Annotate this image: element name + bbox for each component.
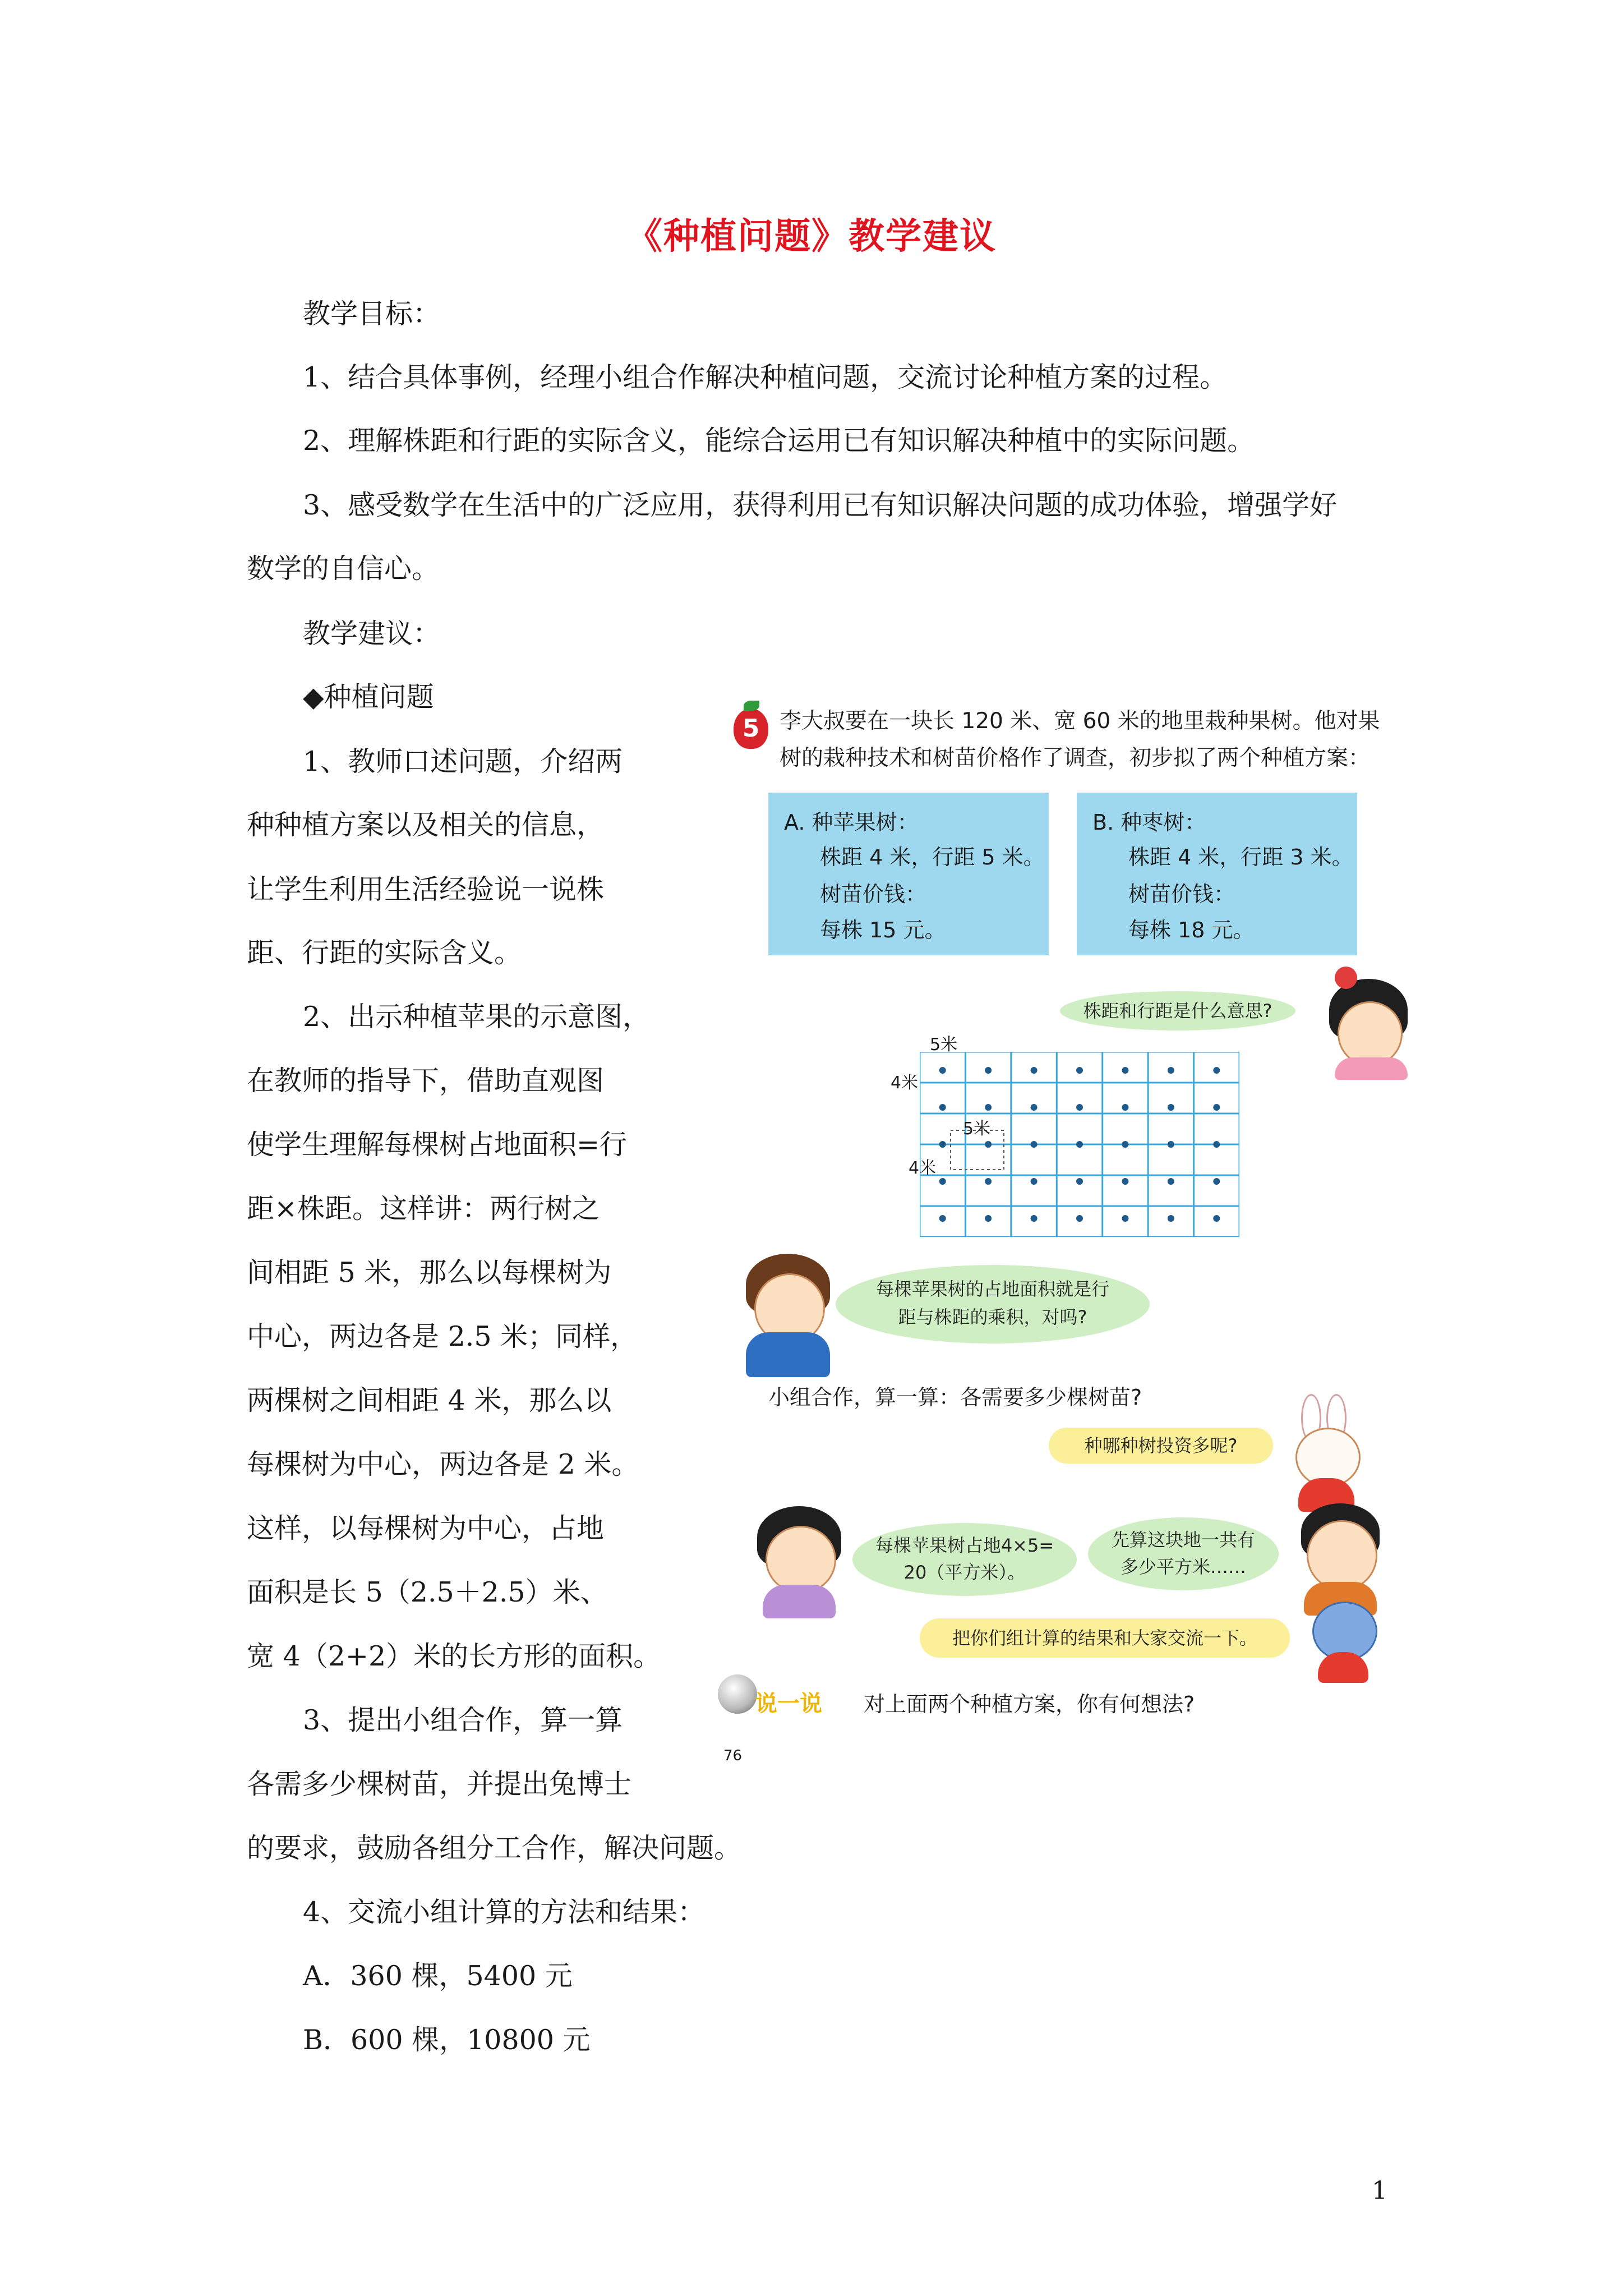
tree-dot	[1031, 1215, 1038, 1222]
tree-dot	[1031, 1141, 1038, 1148]
left-line: 4、交流小组计算的方法和结果：	[303, 1896, 706, 1928]
plan-a-price: 每株 15 元。	[820, 918, 946, 942]
strawberry-leaf-icon	[744, 701, 759, 711]
tree-dot	[1168, 1215, 1174, 1222]
grid-inner-top-label: 5米	[963, 1119, 991, 1139]
plan-a-box	[768, 793, 1049, 955]
tree-dot	[939, 1178, 946, 1185]
tree-dot	[1031, 1104, 1038, 1111]
left-line: 面积是长 5（2.5＋2.5）米、	[247, 1576, 608, 1608]
left-line: 这样，以每棵树为中心，占地	[247, 1512, 605, 1544]
tree-dot	[1076, 1141, 1083, 1148]
tree-dot	[1213, 1067, 1220, 1074]
tree-dot	[1031, 1178, 1038, 1185]
left-line: 中心，两边各是 2.5 米；同样，	[247, 1320, 638, 1352]
left-line: 距、行距的实际含义。	[247, 937, 522, 969]
left-line: 每棵树为中心，两边各是 2 米。	[247, 1448, 639, 1480]
tree-dot	[985, 1104, 992, 1111]
grid-top-label: 5米	[930, 1035, 958, 1055]
speech-bubble-rabbit: 种哪种树投资多呢?	[1049, 1428, 1273, 1464]
goals-heading: 教学目标：	[303, 298, 441, 330]
left-line: 各需多少棵树苗，并提出兔博士	[247, 1768, 632, 1800]
left-line: 间相距 5 米，那么以每棵树为	[247, 1257, 612, 1289]
tree-dot	[1122, 1067, 1128, 1074]
tree-dot	[1213, 1141, 1220, 1148]
tree-dot	[985, 1141, 992, 1148]
goal-2: 2、理解株距和行距的实际含义，能综合运用已有知识解决种植中的实际问题。	[303, 425, 1255, 457]
goal-3: 3、感受数学在生活中的广泛应用，获得利用已有知识解决问题的成功体验，增强学好	[303, 489, 1338, 521]
girl2-avatar	[766, 1526, 836, 1594]
plan-b-spacing: 株距 4 米，行距 3 米。	[1128, 845, 1353, 869]
group-task: 小组合作，算一算：各需要多少棵树苗?	[768, 1385, 1142, 1410]
speech-bubble-boy2	[1088, 1517, 1279, 1590]
girl-shirt	[1335, 1057, 1408, 1080]
planting-grid-diagram	[920, 1052, 1239, 1237]
problem-intro	[780, 703, 1380, 777]
tree-dot	[1122, 1141, 1128, 1148]
girl2-shirt	[763, 1585, 836, 1618]
suggest-heading: 教学建议：	[303, 618, 441, 650]
speech-bubble-boy	[836, 1265, 1150, 1343]
section-heading: ◆种植问题	[303, 681, 434, 713]
bubble-boy2-line: 多少平方米……	[1120, 1556, 1246, 1577]
bubble-girl-line: 20（平方米）。	[903, 1562, 1026, 1583]
boy-shirt	[746, 1332, 830, 1377]
tree-dot	[1076, 1104, 1083, 1111]
tree-dot	[1076, 1215, 1083, 1222]
left-line: 1、教师口述问题，介绍两	[303, 746, 623, 777]
plan-a-spacing: 株距 4 米，行距 5 米。	[820, 845, 1045, 869]
left-line: 3、提出小组合作，算一算	[303, 1704, 623, 1736]
plan-b-price: 每株 18 元。	[1128, 918, 1255, 942]
intro-line: 李大叔要在一块长 120 米、宽 60 米的地里栽种果树。他对果	[780, 708, 1380, 734]
tree-dot	[1213, 1215, 1220, 1222]
tree-dot	[1122, 1215, 1128, 1222]
tree-dot	[1168, 1104, 1174, 1111]
tree-dot	[1213, 1104, 1220, 1111]
left-line: 距×株距。这样讲：两行树之	[247, 1193, 600, 1225]
tree-dot	[1168, 1178, 1174, 1185]
page-title: 《种植问题》教学建议	[626, 215, 997, 257]
problem-number-badge: 5	[734, 708, 768, 749]
boy2-avatar	[1307, 1520, 1377, 1591]
speech-bubble-mouse: 把你们组计算的结果和大家交流一下。	[920, 1618, 1290, 1658]
tree-dot	[1122, 1104, 1128, 1111]
left-line: 使学生理解每棵树占地面积=行	[247, 1129, 628, 1161]
left-line: 在教师的指导下，借助直观图	[247, 1065, 605, 1097]
plan-b-box	[1077, 793, 1357, 955]
left-line: 种种植方案以及相关的信息，	[247, 809, 605, 841]
tree-dot	[1168, 1141, 1174, 1148]
page-number: 1	[1372, 2177, 1387, 2205]
goal-1: 1、结合具体事例，经理小组合作解决种植问题，交流讨论种植方案的过程。	[303, 361, 1228, 393]
left-line: 2、出示种植苹果的示意图，	[303, 1001, 651, 1033]
tree-dot	[1076, 1178, 1083, 1185]
tree-dot	[1076, 1067, 1083, 1074]
bubble-boy2-line: 先算这块地一共有	[1111, 1529, 1255, 1550]
tree-dot	[985, 1178, 992, 1185]
girl-avatar	[1338, 1001, 1403, 1066]
plan-a-price-label: 树苗价钱：	[820, 882, 927, 907]
hair-bow-icon	[1335, 967, 1357, 989]
tree-dot	[1168, 1067, 1174, 1074]
left-line: 两棵树之间相距 4 米，那么以	[247, 1384, 612, 1416]
plan-b-title: B. 种枣树：	[1092, 810, 1206, 835]
plan-b-price-label: 树苗价钱：	[1128, 882, 1235, 907]
tree-dot	[1213, 1178, 1220, 1185]
microphone-icon	[718, 1674, 757, 1714]
tree-dot	[985, 1067, 992, 1074]
tree-dot	[1122, 1178, 1128, 1185]
tree-dot	[939, 1141, 946, 1148]
tree-dot	[939, 1104, 946, 1111]
left-line: A．360 棵，5400 元	[303, 1960, 573, 1992]
left-line: 让学生利用生活经验说一说株	[247, 873, 605, 905]
tree-dot	[985, 1215, 992, 1222]
bubble-boy-line: 距与株距的乘积，对吗?	[898, 1306, 1087, 1328]
intro-line: 树的栽种技术和树苗价格作了调查，初步拟了两个种植方案：	[780, 746, 1371, 771]
bubble-boy-line: 每棵苹果树的占地面积就是行	[875, 1278, 1109, 1300]
left-line: 的要求，鼓励各组分工合作，解决问题。	[247, 1832, 742, 1864]
left-line: B．600 棵，10800 元	[303, 2024, 591, 2056]
bubble-girl-line: 每棵苹果树占地4×5=	[875, 1535, 1054, 1556]
tree-dot	[939, 1215, 946, 1222]
left-line: 宽 4（2+2）米的长方形的面积。	[247, 1640, 661, 1672]
speech-bubble-question: 株距和行距是什么意思?	[1060, 991, 1295, 1030]
tree-dot	[939, 1067, 946, 1074]
tree-dot	[1031, 1067, 1038, 1074]
plan-a-title: A. 种苹果树：	[784, 810, 919, 835]
textbook-figure	[723, 698, 1441, 1792]
speech-bubble-girl	[852, 1523, 1077, 1596]
goal-3-cont: 数学的自信心。	[247, 553, 440, 585]
talk-label: 说一说	[755, 1691, 822, 1717]
book-page-number: 76	[723, 1747, 743, 1764]
grid-inner-left-label: 4米	[909, 1158, 937, 1178]
talk-question: 对上面两个种植方案，你有何想法?	[864, 1692, 1195, 1717]
grid-left-label: 4米	[891, 1073, 919, 1093]
